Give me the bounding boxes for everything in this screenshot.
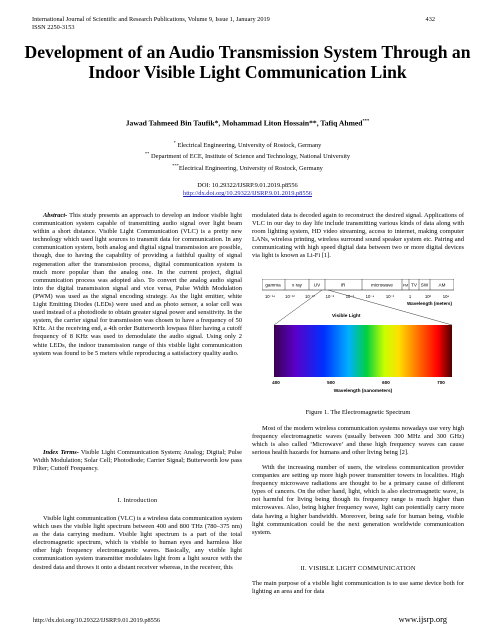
top-tick: 10⁻¹⁰ bbox=[305, 294, 315, 299]
top-tick: 10⁻⁶ bbox=[345, 294, 355, 299]
bottom-tick: 700 bbox=[437, 380, 445, 385]
page-number: 432 bbox=[425, 16, 435, 23]
affiliation-3-mark: *** bbox=[172, 162, 179, 168]
top-tick: 10⁻⁴ bbox=[365, 294, 375, 299]
affiliation-2-text: Department of ECE, Institute of Science and Technology, National University bbox=[151, 153, 351, 161]
doi-text: DOI: 10.29322/IJSRP.9.01.2019.p8556 bbox=[197, 182, 298, 189]
section-1-heading: I. Introduction bbox=[117, 497, 158, 504]
author-list bbox=[20, 118, 475, 128]
em-spectrum-figure bbox=[262, 279, 454, 399]
top-tick: 1 bbox=[408, 294, 412, 299]
affiliation-1 bbox=[20, 139, 475, 150]
bottom-tick: 600 bbox=[382, 380, 390, 385]
top-tick: 10⁻¹⁴ bbox=[264, 294, 276, 299]
bottom-tick-labels bbox=[272, 380, 445, 385]
footer-site-link[interactable]: www.ijsrp.org bbox=[398, 614, 447, 624]
index-terms-text: Visible Light Communication System; Analog; Digital; Pulse Width Modulation; Solar Cell; Photodiode; Carrier Signal; Butterworth low pass Filter; Cuttoff Frequency. bbox=[33, 449, 242, 473]
band-uv: UV bbox=[313, 282, 321, 288]
band-microwave: microwave bbox=[371, 282, 393, 288]
affiliation-3 bbox=[20, 162, 475, 173]
abstract-text: This study presents an approach to develop an indoor visible light communication system capable of transmitting audio signal over light beam within a short distance. Visible Light Communication (VLC) is a pretty new technology which used light sources to transmit data for communication. In any communication system, both analog and digital signal transmission are possible, though, due to having the capability of providing a faithful quality of signal regeneration after the transmission process, digital communication system is much more popular than the analog one. In the current project, digital communication process was adopted also. To convert the analog audio signal into the digital transmission signal and vice versa, Pulse Width Modulation (PWM) was used as the signal encoding strategy. As the light emitter, white Light Emitting Diodes (LEDs) were used and as photo sensor, a solar cell was used instead of a photodiode to obtain greater signal power and sensitivity. In the system, the carrier signal for transmission was chosen to have a frequency of 50 KHz. At the receiving end, a 4th order Butterworth lowpass filter having a cutoff frequency of 8 KHz was used to demodulate the audio signal. Using only 2 white LEDs, the indoor transmission range of this visible light communication system was found to be 5 meters while reproducing a satisfactory quality audio. bbox=[33, 212, 242, 357]
footer-doi-link[interactable]: http://dx.doi.org/10.29322/IJSRP.9.01.2019.p8556 bbox=[33, 617, 161, 624]
top-tick: 10² bbox=[424, 294, 432, 299]
right-paragraph-1: modulated data is decoded again to reconstruct the desired signal. Applications of VLC in our day to day life include transmitting various kinds of data along with room lighting system, HD video streaming, access to internet, making computer LANs, wireless printing, wireless surround sound speaker system etc. Pairing and communicating with high speed digital data between two or more digital devices via light is known as Li-Fi [1]. bbox=[252, 212, 464, 260]
band-fm: FM bbox=[402, 283, 409, 288]
paper-title: Development of an Audio Transmission System Through an Indoor Visible Light Communication Link bbox=[24, 42, 471, 82]
band-am: AM bbox=[438, 282, 446, 288]
right-paragraph-4: The main purpose of a visible light communication is to use same device both for lighting an area and for data bbox=[252, 580, 464, 596]
figure-caption: Figure 1. The Electromagnetic Spectrum bbox=[305, 409, 411, 416]
band-gamma: gamma bbox=[265, 282, 281, 288]
top-tick: 10⁻² bbox=[385, 294, 395, 299]
zoom-line-left bbox=[274, 290, 322, 325]
right-paragraph-2: Most of the modern wireless communication systems nowadays use very high frequency electromagnetic waves (usually between 300 MHz and 300 GHz) which is also called ‘Microwave’ and these high frequency waves can cause serious health hazards for humans and other living being [2]. bbox=[252, 425, 464, 457]
abstract-label: Abstract- bbox=[43, 212, 68, 219]
abstract bbox=[33, 212, 242, 358]
top-tick: 10⁴ bbox=[442, 294, 450, 299]
affiliation-2 bbox=[20, 150, 475, 161]
section-2-heading: II. VISIBLE LIGHT COMMUNICATION bbox=[300, 565, 416, 572]
intro-paragraph: Visible light communication (VLC) is a wireless data communication system which uses the visible light spectrum between 400 and 800 THz (780–375 nm) as the data carrying medium. Visible light spectrum is a part of the total electromagnetic spectrum, which is visible to human eyes and harmless like other high frequency electromagnetic waves. Basically, any visible light communication system transmitter modulates light from a light source with the desired data and throws it onto a distant receiver whereas, in the receiver, this bbox=[33, 515, 242, 571]
index-terms-label: Index Terms- bbox=[43, 449, 79, 456]
top-tick: 10⁻¹² bbox=[285, 294, 295, 299]
doi-block bbox=[20, 182, 475, 198]
visible-spectrum-band bbox=[274, 325, 452, 377]
bottom-tick: 400 bbox=[272, 380, 280, 385]
affiliation-3-text: Electrical Engineering, University of Rostock, Germany bbox=[178, 164, 323, 172]
band-sw: SW bbox=[420, 282, 429, 288]
bottom-tick: 500 bbox=[327, 380, 335, 385]
band-tv: TV bbox=[411, 282, 417, 288]
affiliation-2-mark: ** bbox=[144, 151, 150, 157]
author-names: Jawad Tahmeed Bin Taufik*, Mohammad Liton Hossain**, Tafiq Ahmed bbox=[125, 118, 363, 128]
affiliations bbox=[20, 139, 475, 173]
band-ir: IR bbox=[340, 282, 346, 288]
top-axis-label: Wavelength (meters) bbox=[406, 301, 452, 306]
band-xray: x ray bbox=[292, 282, 302, 288]
index-terms bbox=[33, 449, 242, 473]
bottom-axis-label: Wavelength (nanometers) bbox=[333, 389, 393, 394]
doi-link[interactable]: http://dx.doi.org/10.29322/IJSRP.9.01.2019.p8556 bbox=[183, 190, 312, 198]
top-tick: 10⁻⁸ bbox=[325, 294, 335, 299]
issn: ISSN 2250-3153 bbox=[32, 24, 75, 31]
running-header bbox=[32, 16, 270, 32]
journal-name: International Journal of Scientific and Research Publications, Volume 9, Issue 1, January 2019 bbox=[32, 16, 270, 23]
author-sup: *** bbox=[362, 118, 370, 123]
affiliation-1-text: Electrical Engineering, University of Rostock, Germany bbox=[177, 142, 322, 150]
affiliation-1-mark: * bbox=[173, 140, 176, 145]
right-paragraph-3: With the increasing number of users, the wireless communication provider companies are setting up more high power transmitter towers in localities. High frequency microwave radiations are thought to be a primary cause of different types of cancers. On the other hand, light, which is also electromagnetic wave, is not harmful for living being though its frequency range is much higher than microwaves. Also, being higher frequency wave, light can potentially carry more data having a higher bandwidth. Moreover, being safe for human being, visible light communication could be the next generation worldwide communication system. bbox=[252, 464, 464, 536]
visible-light-label: Visible Light bbox=[332, 314, 361, 319]
